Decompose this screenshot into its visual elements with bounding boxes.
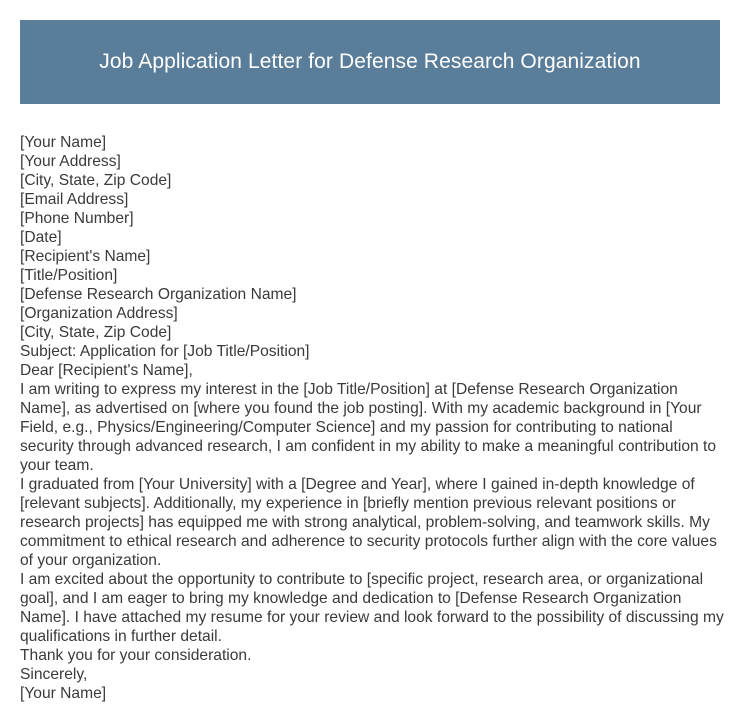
thanks-line: Thank you for your consideration. — [20, 647, 252, 664]
organization-city: [City, State, Zip Code] — [20, 324, 172, 341]
page-title: Job Application Letter for Defense Research Organization — [99, 50, 641, 73]
paragraph-intro: I am writing to express my interest in the [Job Title/Position] at [Defense Research Organization Name], as advertised on [where you found the job posting]. With my academic background in [Your Field, e.g., Physics/Engineering/Computer Science] and my passion for contributing to national security through advanced research, I am confident in my ability to make a meaningful contribution to your team. — [20, 381, 717, 474]
sender-email: [Email Address] — [20, 191, 129, 208]
recipient-name: [Recipient's Name] — [20, 248, 151, 265]
paragraph-background: I graduated from [Your University] with a [Degree and Year], where I gained in-depth knowledge of [relevant subjects]. Additionally, my experience in [briefly mention previous relevant positions or research projects] has equipped me with strong analytical, problem-solving, and teamwork skills. My commitment to ethical research and adherence to security protocols further align with the core values of your organization. — [20, 476, 717, 569]
letter-date: [Date] — [20, 229, 62, 246]
sender-phone: [Phone Number] — [20, 210, 134, 227]
salutation: Dear [Recipient's Name], — [20, 362, 193, 379]
signature-name: [Your Name] — [20, 685, 107, 702]
organization-address: [Organization Address] — [20, 305, 178, 322]
recipient-title: [Title/Position] — [20, 267, 118, 284]
sender-name: [Your Name] — [20, 134, 107, 151]
paragraph-closing: I am excited about the opportunity to contribute to [specific project, research area, or organizational goal], and I am eager to bring my knowledge and dedication to [Defense Research Organization Name]. I have attached my resume for your review and look forward to the possibility of discussing my qualifications in further detail. — [20, 571, 724, 645]
letter-body — [20, 133, 724, 703]
sender-address: [Your Address] — [20, 153, 121, 170]
closing-line: Sincerely, — [20, 666, 88, 683]
subject-line: Subject: Application for [Job Title/Position] — [20, 343, 310, 360]
organization-name: [Defense Research Organization Name] — [20, 286, 297, 303]
header-banner — [20, 20, 720, 104]
sender-city: [City, State, Zip Code] — [20, 172, 172, 189]
